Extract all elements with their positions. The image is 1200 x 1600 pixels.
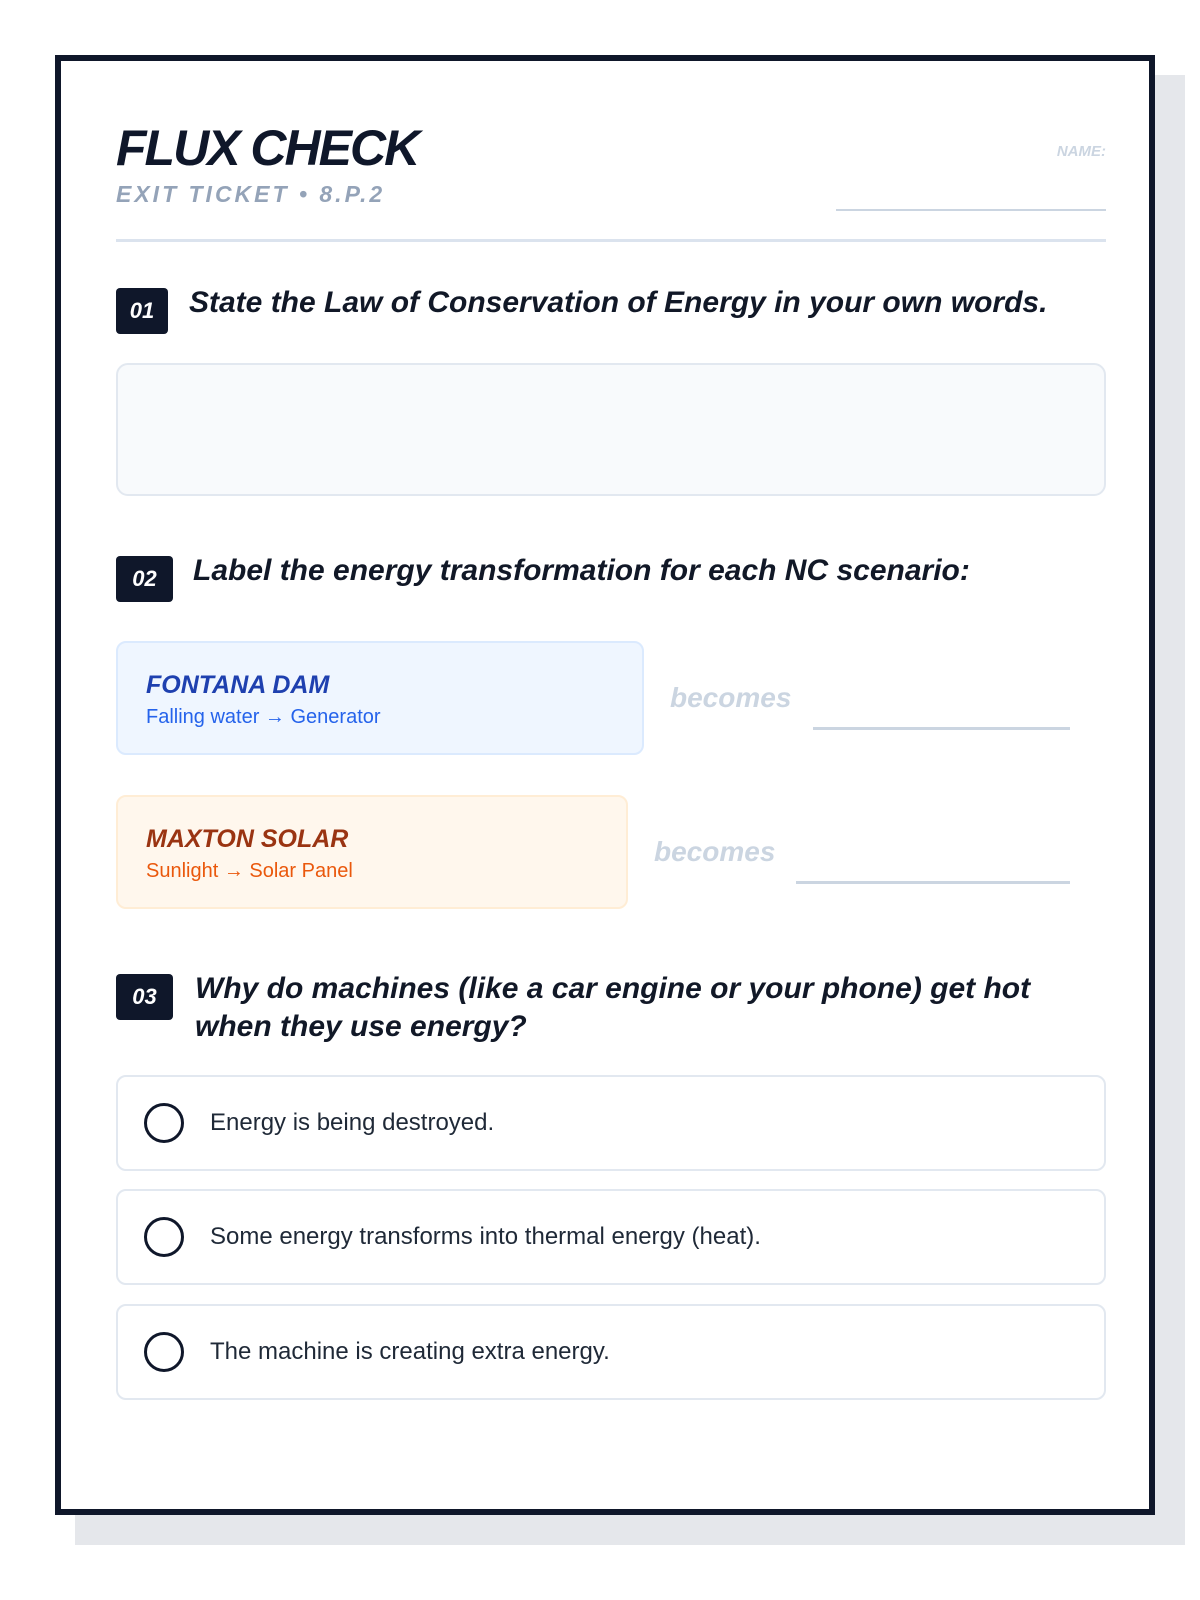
radio-button-icon[interactable] xyxy=(144,1217,184,1257)
answer-textarea-1[interactable] xyxy=(116,363,1106,496)
answer-option-b[interactable] xyxy=(116,1189,1106,1285)
scenario-title: FONTANA DAM xyxy=(146,671,330,699)
scenario-title: MAXTON SOLAR xyxy=(146,825,349,853)
question-number-3: 03 xyxy=(116,974,173,1020)
option-label: Energy is being destroyed. xyxy=(210,1109,495,1136)
question-number-2: 02 xyxy=(116,556,173,602)
answer-option-c[interactable] xyxy=(116,1304,1106,1400)
becomes-label-1: becomes xyxy=(670,682,792,713)
exit-ticket-card xyxy=(55,55,1155,1515)
radio-button-icon[interactable] xyxy=(144,1332,184,1372)
page-title: FLUX CHECK xyxy=(116,120,419,176)
question-prompt-2: Label the energy transformation for each NC scenario: xyxy=(193,554,970,587)
radio-button-icon[interactable] xyxy=(144,1103,184,1143)
scenario-card-fontana-dam xyxy=(116,641,644,755)
scenario-detail: Sunlight → Solar Panel xyxy=(146,860,353,882)
answer-option-a[interactable] xyxy=(116,1075,1106,1171)
question-prompt-3: Why do machines (like a car engine or your phone) get hot when they use energy? xyxy=(195,972,1031,1043)
scenario-card-maxton-solar xyxy=(116,795,628,909)
option-label: The machine is creating extra energy. xyxy=(210,1338,610,1365)
option-label: Some energy transforms into thermal energy (heat). xyxy=(210,1223,761,1250)
name-input-line[interactable] xyxy=(836,209,1106,211)
name-label: NAME: xyxy=(1056,143,1106,160)
question-prompt-1: State the Law of Conservation of Energy in your own words. xyxy=(189,286,1048,319)
answer-blank-2[interactable] xyxy=(796,881,1070,884)
header xyxy=(116,121,1106,242)
becomes-label-2: becomes xyxy=(654,836,776,867)
question-number-1: 01 xyxy=(116,288,168,334)
scenario-detail: Falling water → Generator xyxy=(146,706,381,728)
answer-blank-1[interactable] xyxy=(813,727,1070,730)
page-subtitle: EXIT TICKET • 8.P.2 xyxy=(116,181,386,207)
